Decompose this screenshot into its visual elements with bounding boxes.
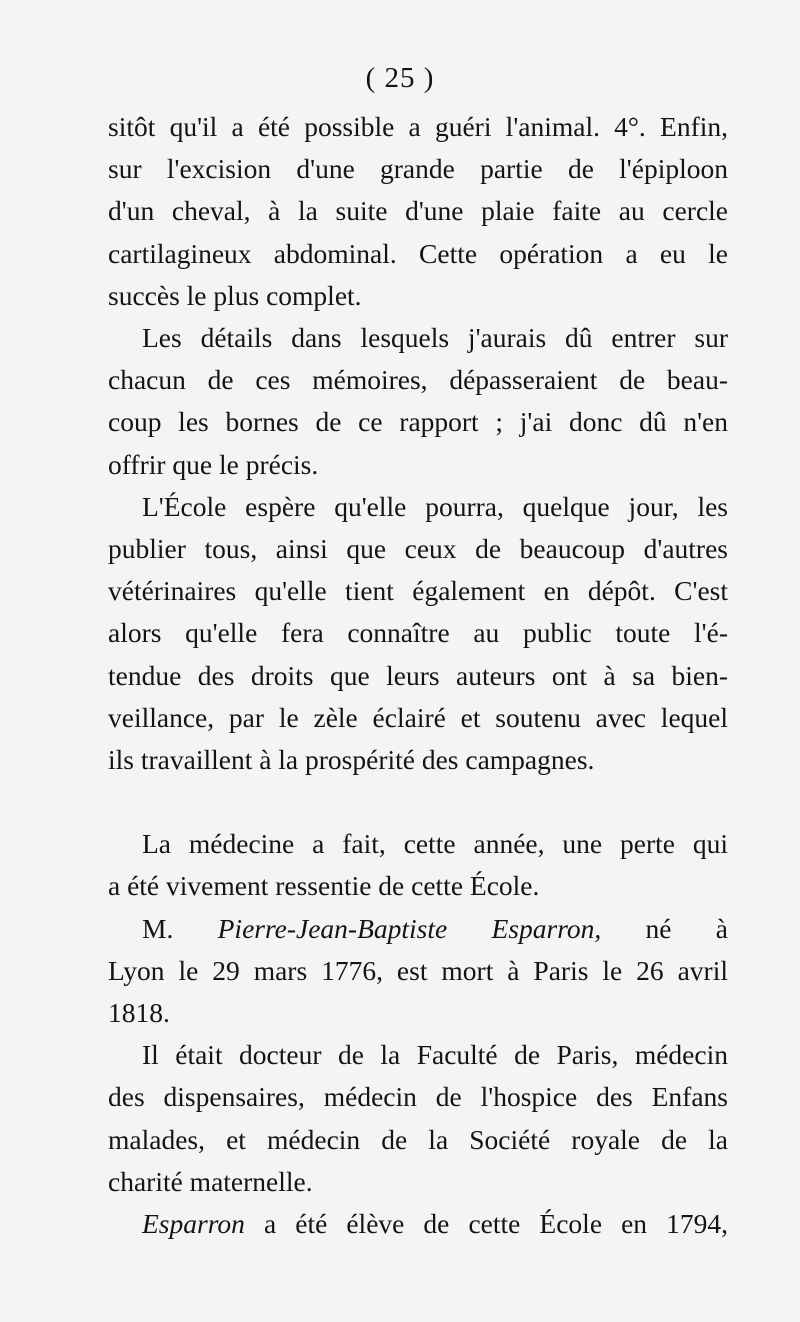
section-gap bbox=[108, 781, 728, 823]
text-line: sitôt qu'il a été possible a guéri l'animal. 4°. Enfin, bbox=[108, 111, 728, 142]
paragraph-3 bbox=[108, 486, 728, 781]
text-line: La médecine a fait, cette année, une perte qui bbox=[142, 828, 728, 860]
paragraph-4 bbox=[108, 823, 728, 907]
paragraph-1 bbox=[108, 106, 728, 317]
text-line: publier tous, ainsi que ceux de beaucoup d'autres bbox=[108, 533, 728, 565]
text-line: alors qu'elle fera connaître au public toute l'é- bbox=[108, 617, 728, 649]
text-line: offrir que le précis. bbox=[108, 448, 319, 480]
paragraph-5 bbox=[108, 908, 728, 1035]
text-line: coup les bornes de ce rapport ; j'ai donc dû n'en bbox=[108, 406, 728, 438]
text-line: Lyon le 29 mars 1776, est mort à Paris le 26 avril bbox=[108, 954, 728, 986]
person-name: Esparron bbox=[142, 1208, 245, 1240]
text-line: Il était docteur de la Faculté de Paris, médecin bbox=[142, 1039, 728, 1071]
text-line: vétérinaires qu'elle tient également en dépôt. C'est bbox=[108, 575, 728, 607]
text-line: ils travaillent à la prospérité des campagnes. bbox=[108, 744, 595, 776]
text-line bbox=[108, 908, 728, 950]
paragraph-7 bbox=[108, 1203, 728, 1245]
text-line: d'un cheval, à la suite d'une plaie faite au cercle bbox=[108, 195, 728, 227]
page-number: ( 25 ) bbox=[365, 62, 435, 94]
text-line: cartilagineux abdominal. Cette opération a eu le bbox=[108, 237, 728, 269]
text-line bbox=[108, 1203, 728, 1245]
text-line: charité maternelle. bbox=[108, 1165, 313, 1197]
text-line: malades, et médecin de la Société royale de la bbox=[108, 1123, 728, 1155]
text-line: a été vivement ressentie de cette École. bbox=[108, 870, 540, 902]
text-line: succès le plus complet. bbox=[108, 279, 362, 311]
text-line: L'École espère qu'elle pourra, quelque jour, les bbox=[142, 490, 728, 522]
body-text bbox=[108, 106, 728, 1245]
text-line: sur l'excision d'une grande partie de l'épiploon bbox=[108, 153, 728, 185]
paragraph-6 bbox=[108, 1034, 728, 1203]
text-line: des dispensaires, médecin de l'hospice des Enfans bbox=[108, 1081, 728, 1113]
text-fragment: a été élève de cette École en 1794, bbox=[244, 1208, 728, 1240]
text-line: veillance, par le zèle éclairé et soutenu avec lequel bbox=[108, 701, 728, 733]
honorific: M. bbox=[142, 912, 218, 944]
person-name: Pierre-Jean-Baptiste Esparron, bbox=[217, 912, 602, 944]
text-fragment: né à bbox=[601, 912, 728, 944]
text-line: 1818. bbox=[108, 997, 170, 1029]
text-line: Les détails dans lesquels j'aurais dû entrer sur bbox=[142, 322, 728, 354]
text-line: tendue des droits que leurs auteurs ont à sa bien- bbox=[108, 659, 728, 691]
paragraph-2 bbox=[108, 317, 728, 486]
text-line: chacun de ces mémoires, dépasseraient de beau- bbox=[108, 364, 728, 396]
